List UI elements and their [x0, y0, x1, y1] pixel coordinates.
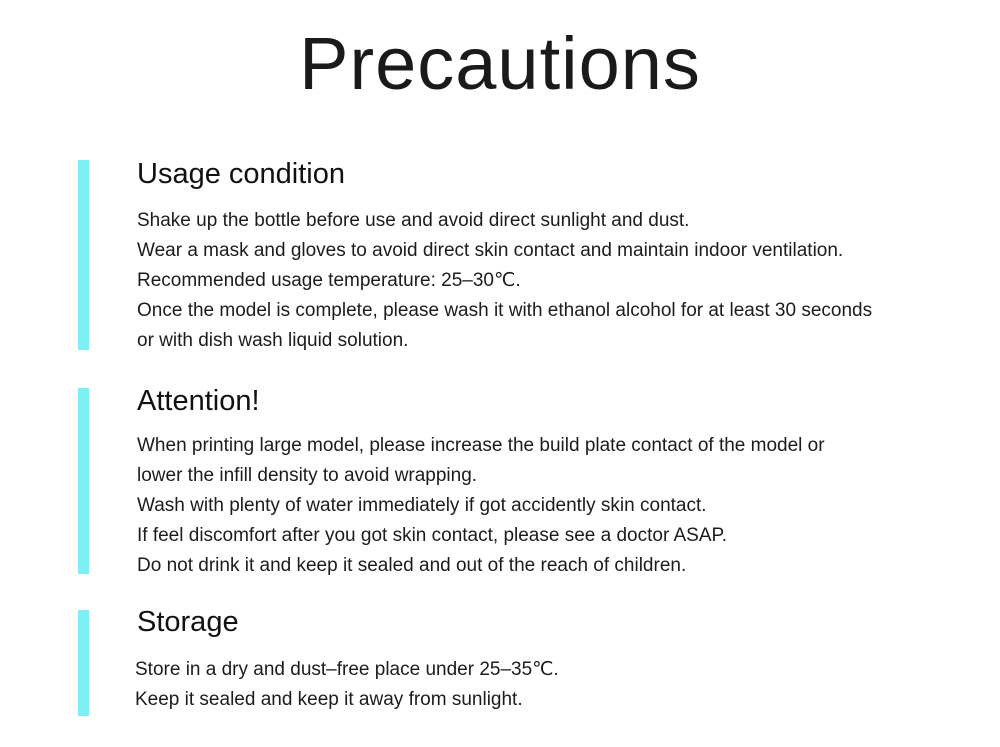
text-line: Keep it sealed and keep it away from sunlight. — [135, 689, 523, 710]
section-attention — [0, 385, 1000, 575]
accent-bar — [78, 610, 89, 716]
text-line: Wear a mask and gloves to avoid direct skin contact and maintain indoor ventilation. — [137, 240, 844, 261]
section-heading: Usage condition — [137, 158, 345, 190]
section-usage-condition — [0, 158, 1000, 353]
section-heading: Storage — [137, 606, 239, 638]
text-line: Shake up the bottle before use and avoid direct sunlight and dust. — [137, 210, 690, 231]
text-line: Wash with plenty of water immediately if got accidently skin contact. — [137, 495, 707, 516]
page-title: Precautions — [299, 22, 701, 105]
text-line: Do not drink it and keep it sealed and out of the reach of children. — [137, 555, 687, 576]
text-line: If feel discomfort after you got skin contact, please see a doctor ASAP. — [137, 525, 728, 546]
text-line: When printing large model, please increase the build plate contact of the model or — [137, 435, 825, 456]
text-line: lower the infill density to avoid wrapping. — [137, 465, 478, 486]
section-storage — [0, 606, 1000, 718]
section-text — [137, 206, 872, 356]
section-text — [137, 431, 825, 581]
accent-bar — [78, 160, 89, 350]
section-text — [135, 655, 559, 715]
text-line: or with dish wash liquid solution. — [137, 330, 409, 351]
section-heading: Attention! — [137, 385, 260, 417]
text-line: Once the model is complete, please wash it with ethanol alcohol for at least 30 seconds — [137, 300, 873, 321]
text-line: Store in a dry and dust–free place under 25–35℃. — [135, 659, 559, 680]
text-line: Recommended usage temperature: 25–30℃. — [137, 270, 521, 291]
accent-bar — [78, 388, 89, 574]
